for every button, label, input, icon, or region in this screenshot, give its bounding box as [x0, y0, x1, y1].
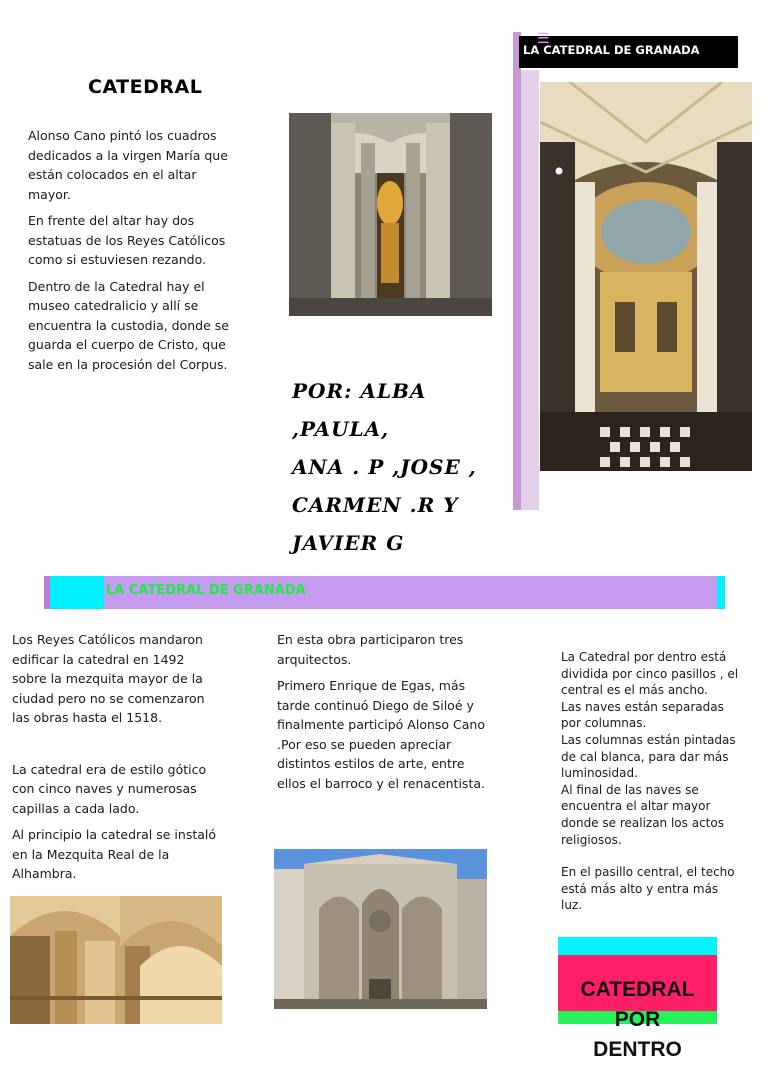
author-line: CARMEN .R Y: [292, 493, 459, 517]
author-line: ANA . P ,JOSE ,: [292, 455, 477, 479]
page-title: CATEDRAL: [88, 76, 203, 98]
paragraph: Alonso Cano pintó los cuadros dedicados a la virgen María que están colocados en el altar mayor.: [28, 128, 228, 202]
right-panel-title: LA CATEDRAL DE GRANADA: [519, 36, 738, 68]
author-line: JAVIER G: [292, 531, 405, 555]
callout-line: DENTRO: [593, 1038, 682, 1061]
paragraph: Los Reyes Católicos mandaron edificar la catedral en 1492 sobre la mezquita mayor de la ciudad pero no se comenzaron las obras hasta el 1518.: [12, 632, 205, 725]
banner-cyan-block: [50, 576, 104, 609]
column-2: [277, 630, 493, 800]
paragraph: Al principio la catedral se instaló en la Mezquita Real de la Alhambra.: [12, 827, 217, 881]
paragraph: Las naves están separadas por columnas.: [561, 699, 724, 731]
callout-cyan-strip: [558, 937, 717, 955]
column-1: [12, 630, 217, 891]
arches-photo: [10, 896, 222, 1024]
banner-title: LA CATEDRAL DE GRANADA: [106, 583, 306, 598]
vertical-accent-bar: [513, 32, 521, 510]
paragraph: En el pasillo central, el techo está más alto y entra más luz.: [561, 865, 735, 913]
main-altar-photo: [540, 82, 752, 471]
paragraph: Dentro de la Catedral hay el museo catedralicio y allí se encuentra la custodia, donde se guarda el cuerpo de Cristo, que sale en la procesión del Corpus.: [28, 278, 229, 372]
paragraph: En frente del altar hay dos estatuas de los Reyes Católicos como si estuviesen rezando.: [28, 213, 226, 267]
column-3: [561, 649, 741, 914]
nave-interior-photo: [289, 113, 492, 316]
paragraph: En esta obra participaron tres arquitectos.: [277, 632, 464, 667]
facade-photo: [274, 849, 487, 1009]
callout-line: CATEDRAL POR: [580, 978, 695, 1031]
paragraph: Primero Enrique de Egas, más tarde continuó Diego de Siloé y finalmente participó Alonso Cano .Por eso se pueden apreciar distintos estilos de arte, entre ellos el barroco y el renacentista.: [277, 678, 485, 791]
paragraph: Las columnas están pintadas de cal blanca, para dar más luminosidad.: [561, 732, 736, 781]
paragraph: La Catedral por dentro está dividida por cinco pasillos , el central es el más ancho.: [561, 650, 739, 698]
author-line: POR: ALBA ,PAULA,: [292, 379, 427, 441]
callout-title: [558, 975, 717, 1065]
authors-block: [292, 372, 512, 562]
vertical-accent-bar-inner: [521, 70, 539, 510]
banner-right-accent: [717, 576, 725, 609]
menu-icon: ☰: [537, 31, 550, 47]
paragraph: Al final de las naves se encuentra el altar mayor donde se realizan los actos religiosos.: [561, 782, 724, 847]
intro-text: [28, 126, 234, 381]
paragraph: La catedral era de estilo gótico con cinco naves y numerosas capillas a cada lado.: [12, 761, 207, 816]
